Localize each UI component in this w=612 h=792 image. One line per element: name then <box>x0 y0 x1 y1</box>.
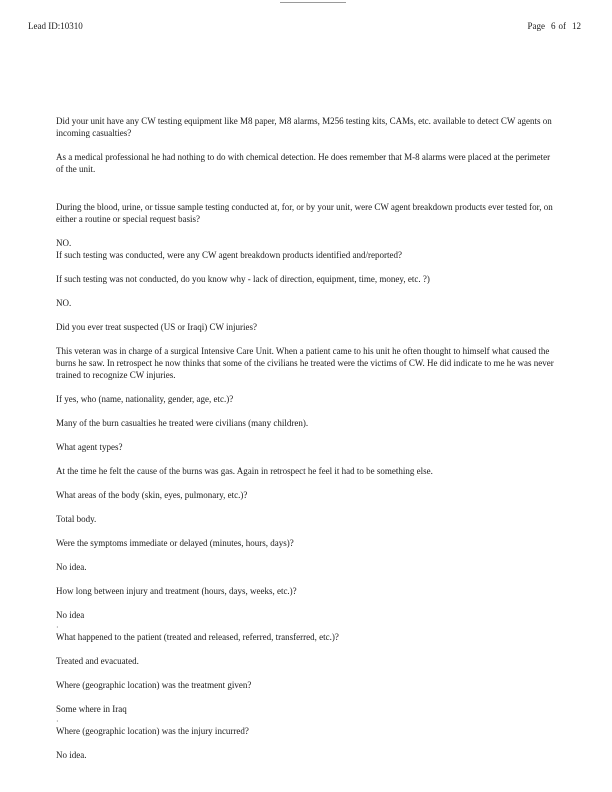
question-agent-types: What agent types? <box>56 442 123 452</box>
question-treat-cw-injuries: Did you ever treat suspected (US or Iraqi) CW injuries? <box>56 322 258 332</box>
answer-who: Many of the burn casualties he treated were civilians (many children). <box>56 418 309 428</box>
page-total: 12 <box>572 21 581 31</box>
question-cw-testing-equipment: Did your unit have any CW testing equipment like M8 paper, M8 alarms, M256 testing kits, CAMs, etc. available to detect CW agents on incoming casualties? <box>56 116 552 138</box>
question-breakdown-products: During the blood, urine, or tissue sample testing conducted at, for, or by your unit, were CW agent breakdown products ever tested for, on either a routine or special request basis? <box>56 202 553 224</box>
question-injury-to-treatment: How long between injury and treatment (hours, days, weeks, etc.)? <box>56 586 297 596</box>
question-patient-outcome: What happened to the patient (treated and released, referred, transferred, etc.)? <box>56 632 339 642</box>
answer-cw-testing-equipment: As a medical professional he had nothing to do with chemical detection. He does remember that M-8 alarms were placed at the perimeter of the unit. <box>56 152 551 174</box>
answer-testing-not-conducted: NO. <box>56 298 72 308</box>
page-number: 6 <box>551 21 556 31</box>
scan-speck: · <box>56 623 59 632</box>
answer-treatment-location: Some where in Iraq <box>56 704 127 714</box>
page-indicator <box>525 21 582 31</box>
question-breakdown-identified: If such testing was conducted, were any CW agent breakdown products identified and/reported? <box>56 250 402 260</box>
answer-injury-to-treatment: No idea <box>56 610 85 620</box>
lead-id: Lead ID:10310 <box>28 21 83 31</box>
page-label: Page <box>527 21 545 31</box>
answer-breakdown-products: NO. <box>56 238 72 248</box>
answer-treat-cw-injuries: This veteran was in charge of a surgical Intensive Care Unit. When a patient came to his unit he often thought to himself what caused the burns he saw. In retrospect he now thinks that some of the civilians he treated were the victims of CW. He did indicate to me he was never trained to recognize CW injuries. <box>56 346 554 380</box>
answer-injury-location: No idea. <box>56 750 87 760</box>
answer-agent-types: At the time he felt the cause of the burns was gas. Again in retrospect he feel it had to be something else. <box>56 466 433 476</box>
top-rule <box>280 2 346 3</box>
question-body-areas: What areas of the body (skin, eyes, pulmonary, etc.)? <box>56 490 248 500</box>
answer-patient-outcome: Treated and evacuated. <box>56 656 139 666</box>
question-injury-location: Where (geographic location) was the injury incurred? <box>56 726 249 736</box>
question-symptom-timing: Were the symptoms immediate or delayed (minutes, hours, days)? <box>56 538 294 548</box>
page-of: of <box>558 21 566 31</box>
question-treatment-location: Where (geographic location) was the treatment given? <box>56 680 252 690</box>
question-testing-not-conducted: If such testing was not conducted, do you know why - lack of direction, equipment, time, money, etc. ?) <box>56 274 430 284</box>
question-who: If yes, who (name, nationality, gender, age, etc.)? <box>56 394 234 404</box>
scan-speck: · <box>56 717 59 726</box>
answer-symptom-timing: No idea. <box>56 562 87 572</box>
document-body <box>56 115 556 761</box>
answer-body-areas: Total body. <box>56 514 97 524</box>
